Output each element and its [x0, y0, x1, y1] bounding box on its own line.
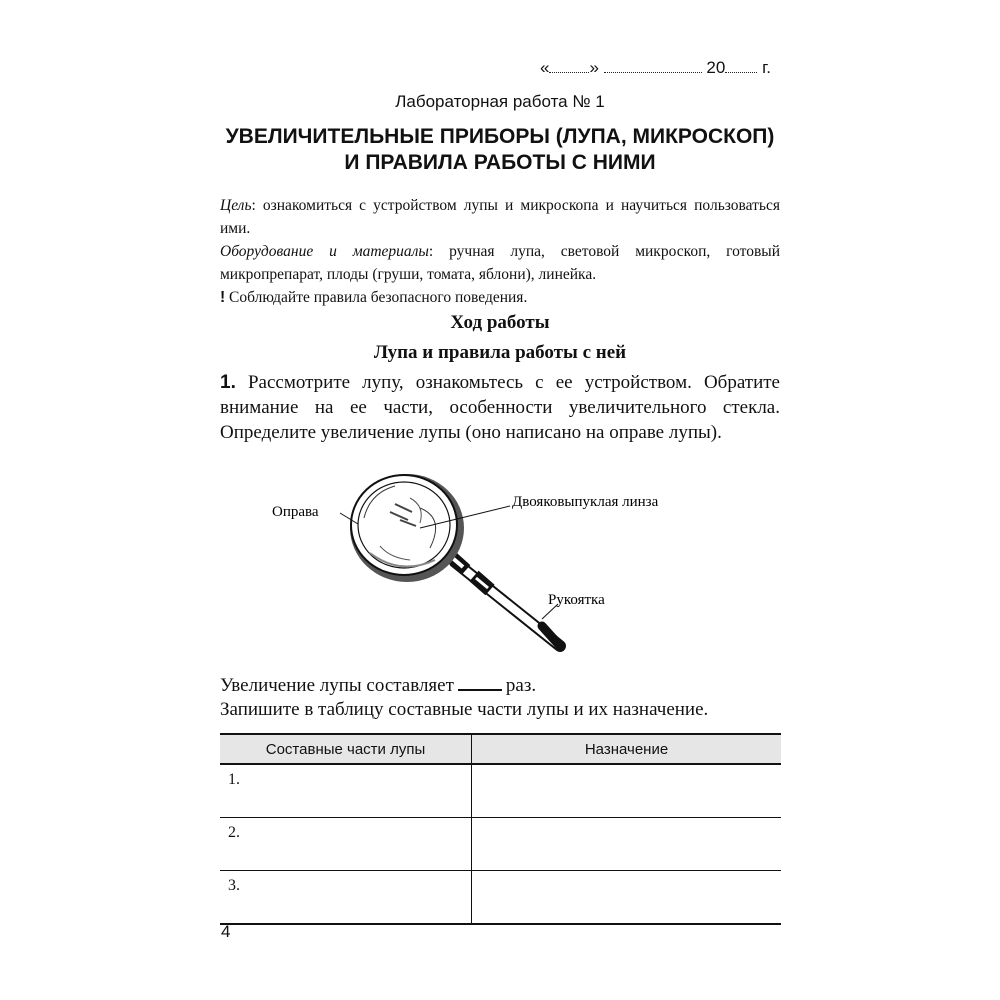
date-suffix: г. — [762, 58, 771, 77]
equipment-paragraph — [220, 240, 780, 286]
column-header-parts: Составные части лупы — [220, 734, 472, 764]
task-1-number: 1. — [220, 372, 236, 393]
task-1 — [220, 370, 780, 445]
zoom-text-before: Увеличение лупы составляет — [220, 675, 454, 696]
page-title — [220, 124, 780, 176]
table-header-row — [220, 734, 781, 764]
label-lens: Двояковыпуклая линза — [512, 494, 659, 510]
goal-paragraph — [220, 194, 780, 240]
parts-table — [220, 733, 781, 925]
goal-text: : ознакомиться с устройством лупы и микроскопа и научиться пользоваться ими. — [220, 197, 780, 237]
task-1-text: Рассмотрите лупу, ознакомьтесь с ее устройством. Обратите внимание на ее части, особенности увеличительного стекла. Определите увеличение лупы (оно написано на оправе лупы). — [220, 372, 780, 443]
equipment-label: Оборудование и материалы — [220, 243, 429, 260]
safety-mark: ! — [220, 289, 226, 306]
table-instruction: Запишите в таблицу составные части лупы и их назначение. — [220, 699, 709, 720]
section-heading: Лупа и правила работы с ней — [373, 342, 627, 363]
title-line-1: УВЕЛИЧИТЕЛЬНЫЕ ПРИБОРЫ (ЛУПА, МИКРОСКОП) — [225, 125, 775, 148]
label-frame: Оправа — [272, 504, 319, 520]
table-row — [220, 764, 781, 818]
date-month-blank[interactable] — [604, 58, 702, 73]
date-day-blank[interactable] — [549, 58, 589, 73]
table-cell-purpose[interactable] — [472, 764, 782, 818]
table-cell-part[interactable]: 3. — [220, 871, 472, 925]
table-row — [220, 818, 781, 871]
equipment-text: : ручная лупа, световой микроскоп, готовый микропрепарат, плоды (груши, томата, яблони), линейка. — [220, 243, 781, 283]
page-number: 4 — [221, 922, 231, 941]
lens-frame-icon — [350, 474, 464, 582]
date-line — [540, 58, 780, 78]
date-year-blank[interactable] — [725, 58, 757, 73]
table-cell-part[interactable]: 1. — [220, 764, 472, 818]
label-handle: Рукоятка — [548, 592, 605, 608]
table-row — [220, 871, 781, 925]
work-heading: Ход работы — [450, 312, 550, 333]
safety-paragraph — [220, 286, 780, 309]
zoom-blank[interactable] — [458, 672, 502, 691]
goal-label: Цель — [220, 197, 252, 214]
table-cell-part[interactable]: 2. — [220, 818, 472, 871]
table-cell-purpose[interactable] — [472, 871, 782, 925]
table-cell-purpose[interactable] — [472, 818, 782, 871]
safety-text: Соблюдайте правила безопасного поведения. — [225, 289, 528, 306]
zoom-line — [220, 672, 780, 698]
date-year: 20 — [706, 58, 726, 77]
title-line-2: И ПРАВИЛА РАБОТЫ С НИМИ — [344, 151, 656, 174]
date-open-quote: « — [540, 58, 550, 77]
column-header-purpose: Назначение — [472, 734, 782, 764]
date-close-quote: » — [589, 58, 599, 77]
magnifier-illustration — [260, 468, 700, 658]
intro-block — [220, 194, 780, 309]
handle-icon — [446, 552, 560, 646]
lab-label: Лабораторная работа № 1 — [395, 92, 605, 111]
zoom-text-after: раз. — [505, 675, 537, 696]
